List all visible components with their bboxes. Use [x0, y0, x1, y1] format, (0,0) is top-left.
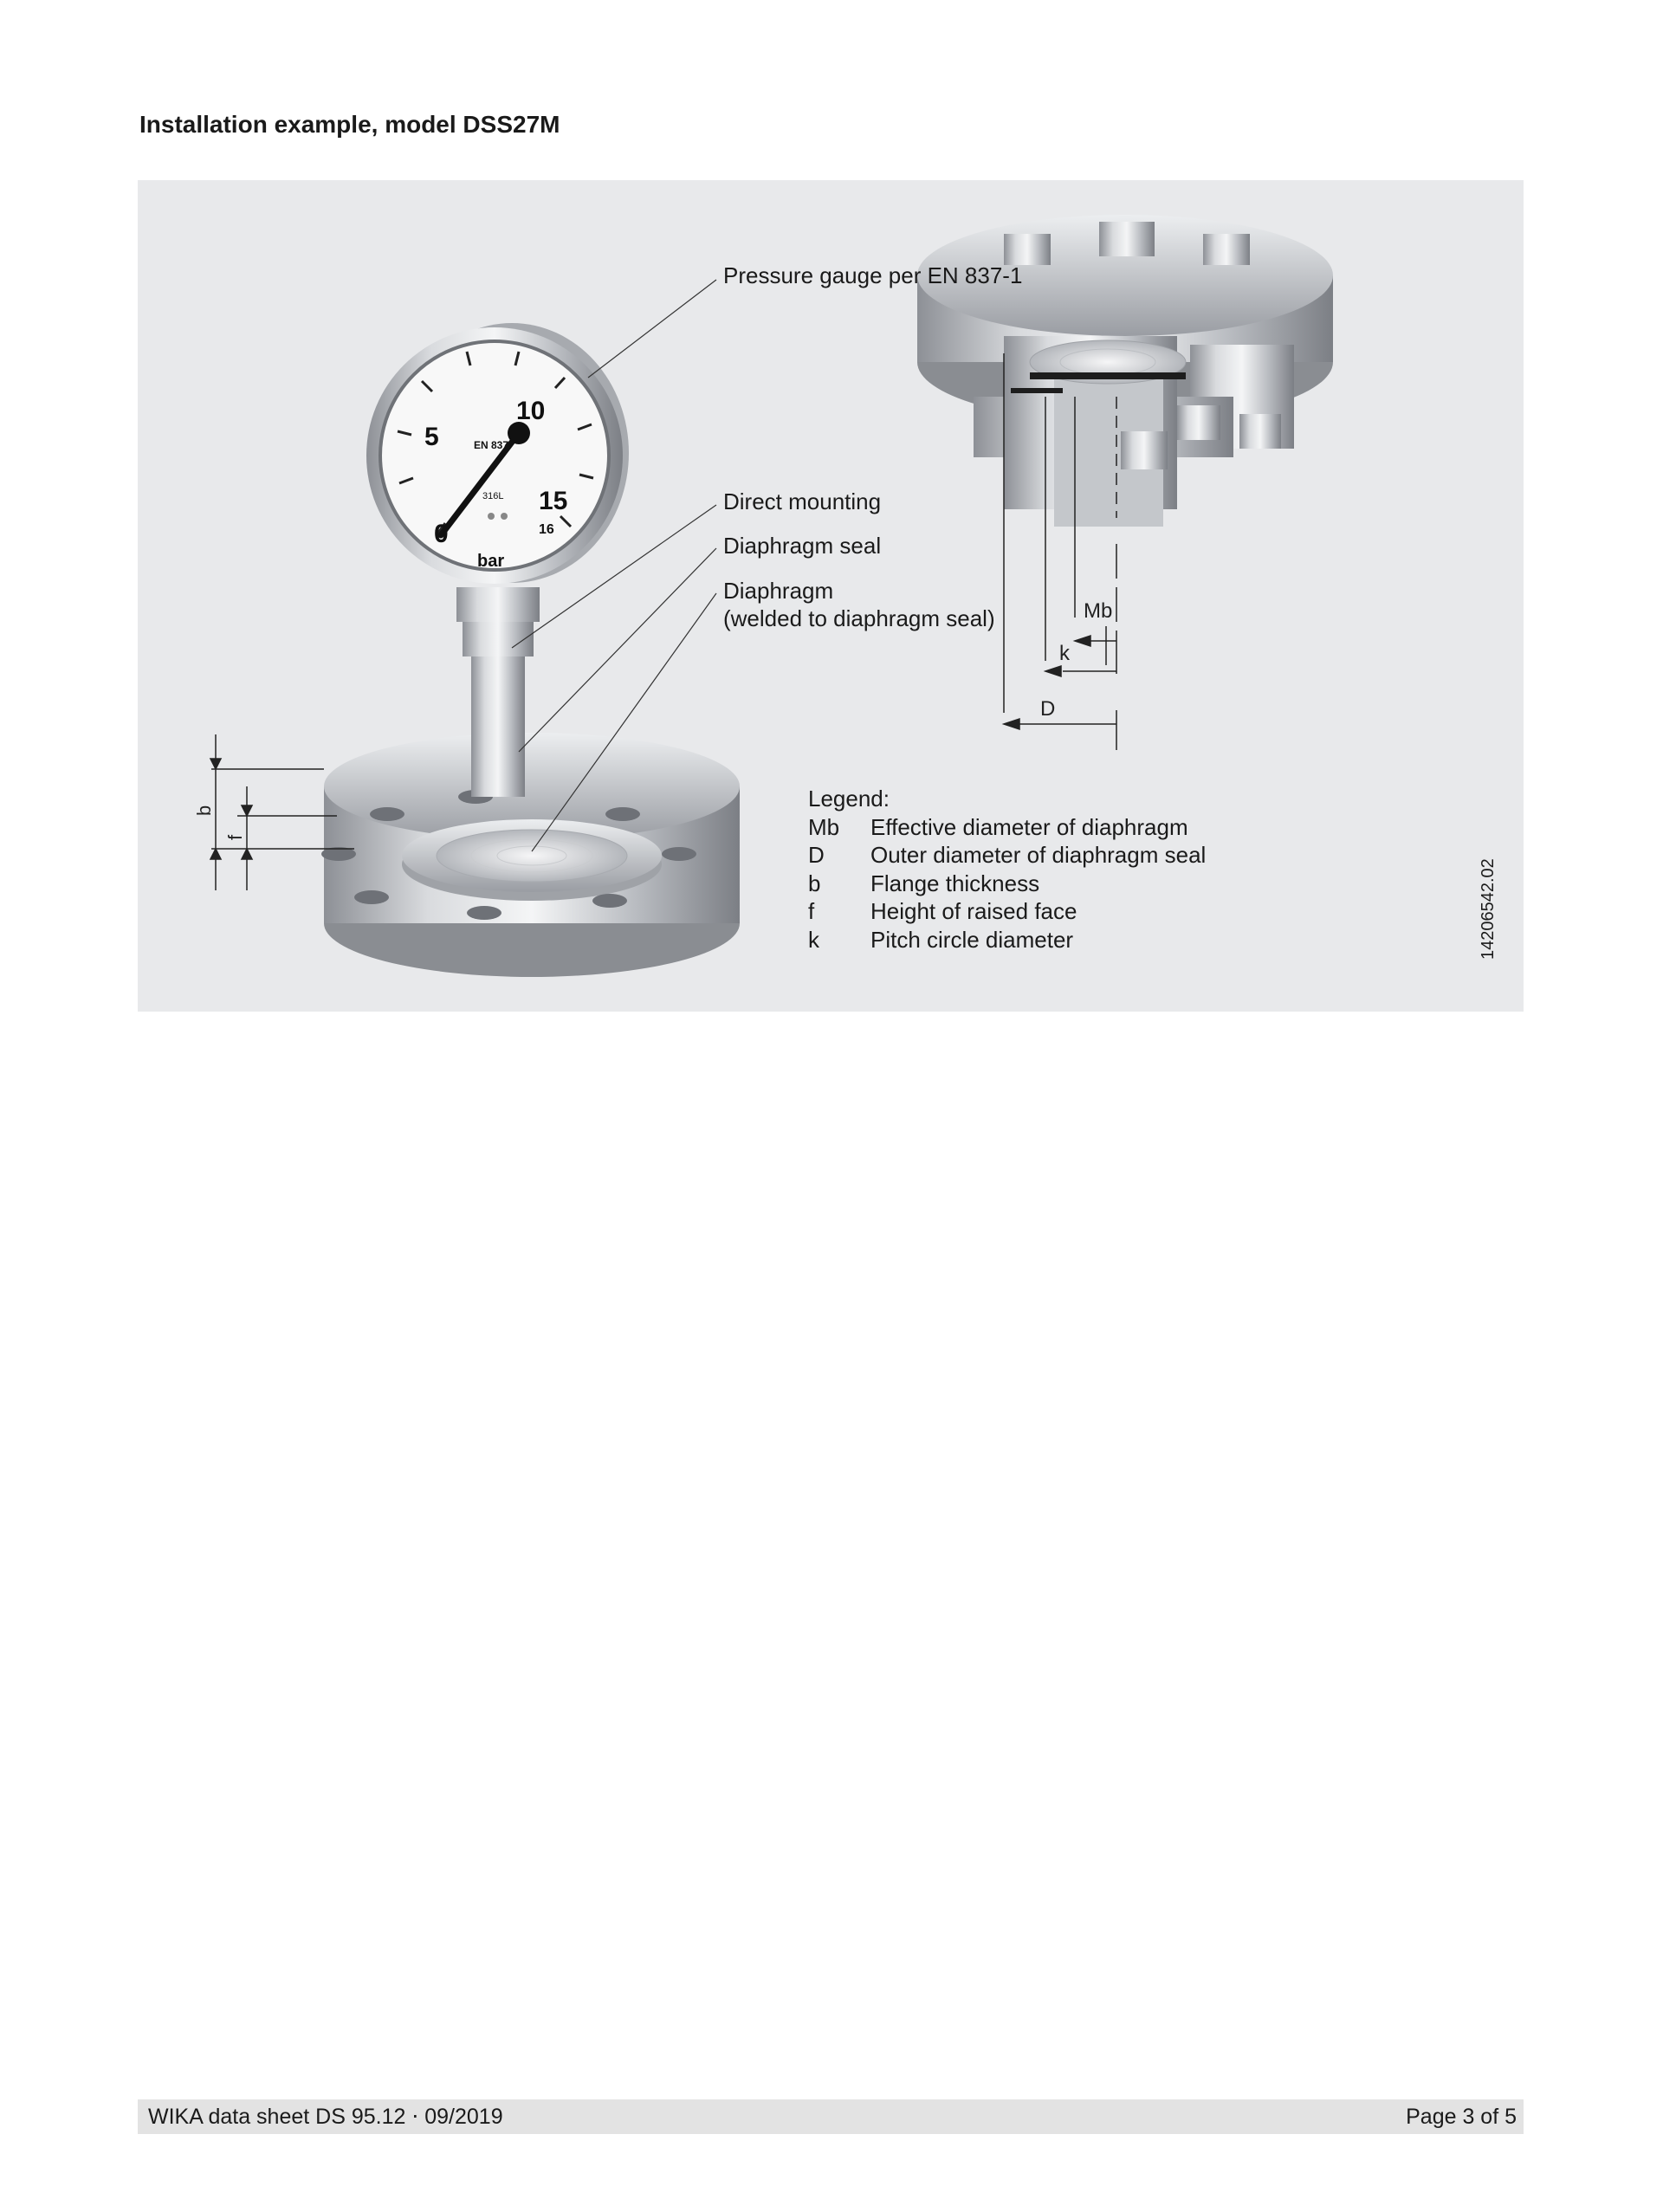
dim-b-label: b [193, 805, 215, 816]
gauge-material: 316L [482, 491, 504, 501]
legend-text: Flange thickness [870, 870, 1040, 896]
gauge-mark-0: 0 [434, 520, 449, 548]
legend-title: Legend: [808, 786, 890, 812]
legend-text: Pitch circle diameter [870, 926, 1074, 953]
callout-diaphragm: Diaphragm [723, 578, 834, 604]
legend-row [808, 897, 1206, 926]
dim-k-label: k [1059, 642, 1070, 665]
gauge-mark-10: 10 [516, 397, 546, 425]
legend-text: Outer diameter of diaphragm seal [870, 842, 1207, 868]
legend-row [808, 813, 1206, 842]
callout-diaphragm-seal: Diaphragm seal [723, 533, 882, 559]
legend-key: b [808, 870, 821, 896]
page-heading: Installation example, model DSS27M [139, 111, 560, 138]
gauge-mark-5: 5 [424, 423, 439, 451]
legend-row [808, 870, 1206, 898]
legend-key: k [808, 926, 819, 953]
installation-figure [138, 180, 1524, 1012]
dim-d-label: D [1040, 697, 1056, 721]
dim-f-label: f [224, 834, 246, 840]
callout-direct-mounting: Direct mounting [723, 488, 882, 514]
callout-diaphragm-note: (welded to diaphragm seal) [723, 605, 995, 631]
legend [808, 785, 1206, 954]
gauge-standard: EN 837 [474, 439, 509, 451]
page-footer [138, 2099, 1524, 2134]
legend-row [808, 841, 1206, 870]
legend-text: Height of raised face [870, 898, 1077, 924]
legend-key: Mb [808, 813, 840, 840]
legend-row [808, 926, 1206, 954]
legend-key: f [808, 898, 815, 924]
footer-page-number: Page 3 of 5 [1406, 2105, 1517, 2129]
drawing-number: 14206542.02 [1479, 858, 1498, 960]
gauge-unit: bar [477, 552, 505, 571]
legend-text: Effective diameter of diaphragm [870, 813, 1188, 840]
callout-pressure-gauge: Pressure gauge per EN 837-1 [723, 262, 1023, 288]
gauge-mark-16: 16 [539, 522, 554, 537]
gauge-mark-15: 15 [539, 487, 568, 515]
legend-key: D [808, 842, 825, 868]
dim-mb-label: Mb [1084, 599, 1113, 623]
footer-datasheet: WIKA data sheet DS 95.12 ⋅ 09/2019 [148, 2105, 503, 2129]
